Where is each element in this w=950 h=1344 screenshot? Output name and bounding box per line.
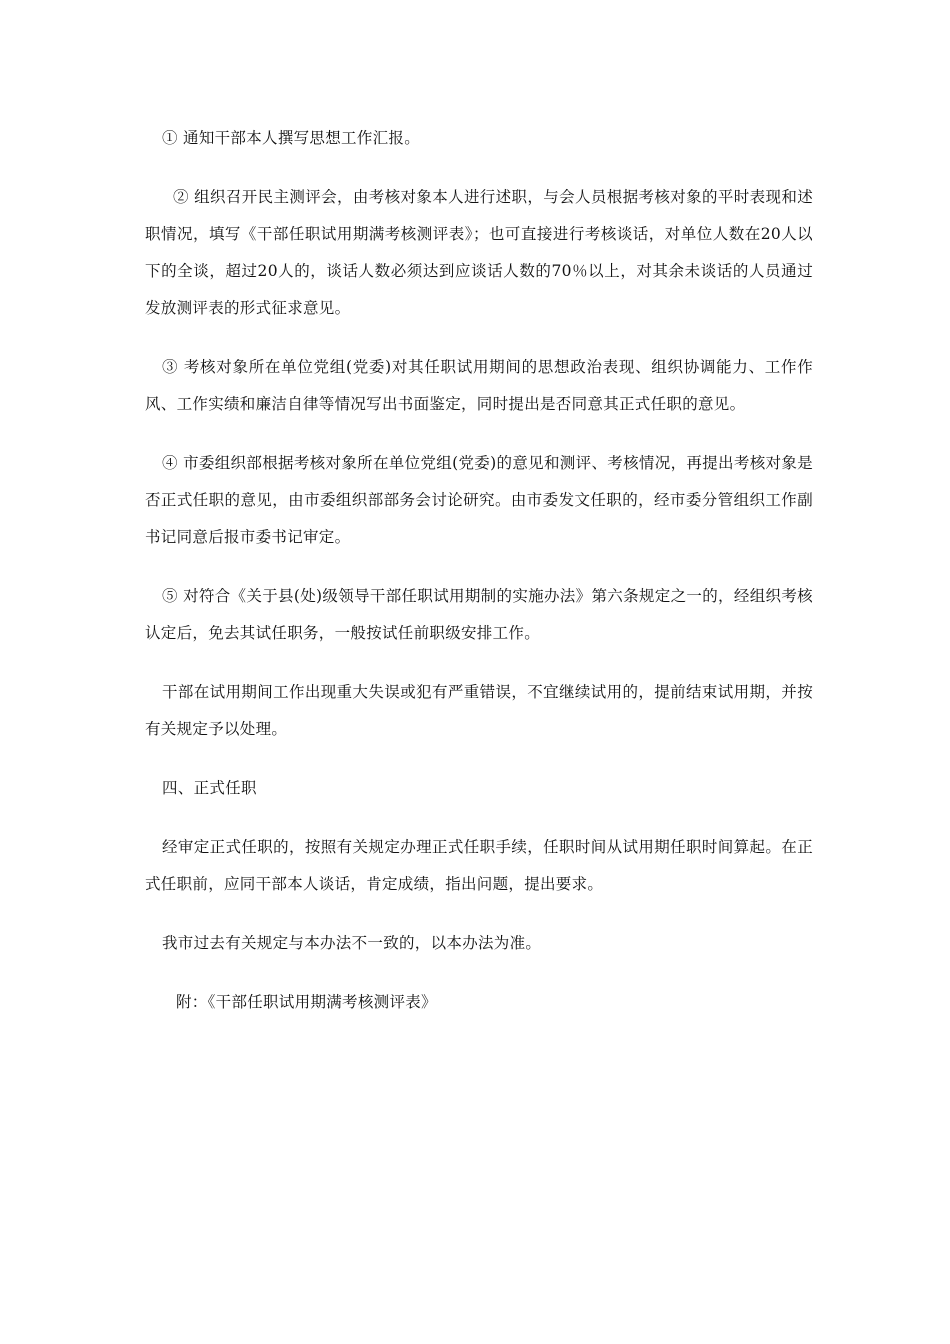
document-body	[145, 120, 813, 1021]
formal-appointment-paragraph: 经审定正式任职的，按照有关规定办理正式任职手续，任职时间从试用期任职时间算起。在正式任职前，应同干部本人谈话，肯定成绩，指出问题，提出要求。	[145, 838, 813, 893]
attachment-line: 附：《干部任职试用期满考核测评表》	[176, 993, 437, 1011]
step-1-paragraph: ① 通知干部本人撰写思想工作汇报。	[162, 129, 421, 147]
trial-termination-paragraph: 干部在试用期间工作出现重大失误或犯有严重错误，不宜继续试用的，提前结束试用期，并按有关规定予以处理。	[145, 683, 813, 738]
step-2-paragraph: ② 组织召开民主测评会，由考核对象本人进行述职，与会人员根据考核对象的平时表现和述职情况，填写《干部任职试用期满考核测评表》；也可直接进行考核谈话，对单位人数在20人以下的全谈，超过20人的，谈话人数必须达到应谈话人数的70％以上，对其余未谈话的人员通过发放测评表的形式征求意见。	[145, 188, 813, 317]
step-4-paragraph: ④ 市委组织部根据考核对象所在单位党组(党委)的意见和测评、考核情况，再提出考核对象是否正式任职的意见，由市委组织部部务会讨论研究。由市委发文任职的，经市委分管组织工作副书记同意后报市委书记审定。	[145, 454, 813, 546]
section-heading-formal-appointment: 四、正式任职	[162, 779, 257, 797]
step-5-paragraph: ⑤ 对符合《关于县(处)级领导干部任职试用期制的实施办法》第六条规定之一的，经组织考核认定后，免去其试任职务，一般按试任前职级安排工作。	[145, 587, 813, 642]
step-3-paragraph: ③ 考核对象所在单位党组(党委)对其任职试用期间的思想政治表现、组织协调能力、工作作风、工作实绩和廉洁自律等情况写出书面鉴定，同时提出是否同意其正式任职的意见。	[145, 358, 813, 413]
precedence-paragraph: 我市过去有关规定与本办法不一致的，以本办法为准。	[162, 934, 542, 952]
